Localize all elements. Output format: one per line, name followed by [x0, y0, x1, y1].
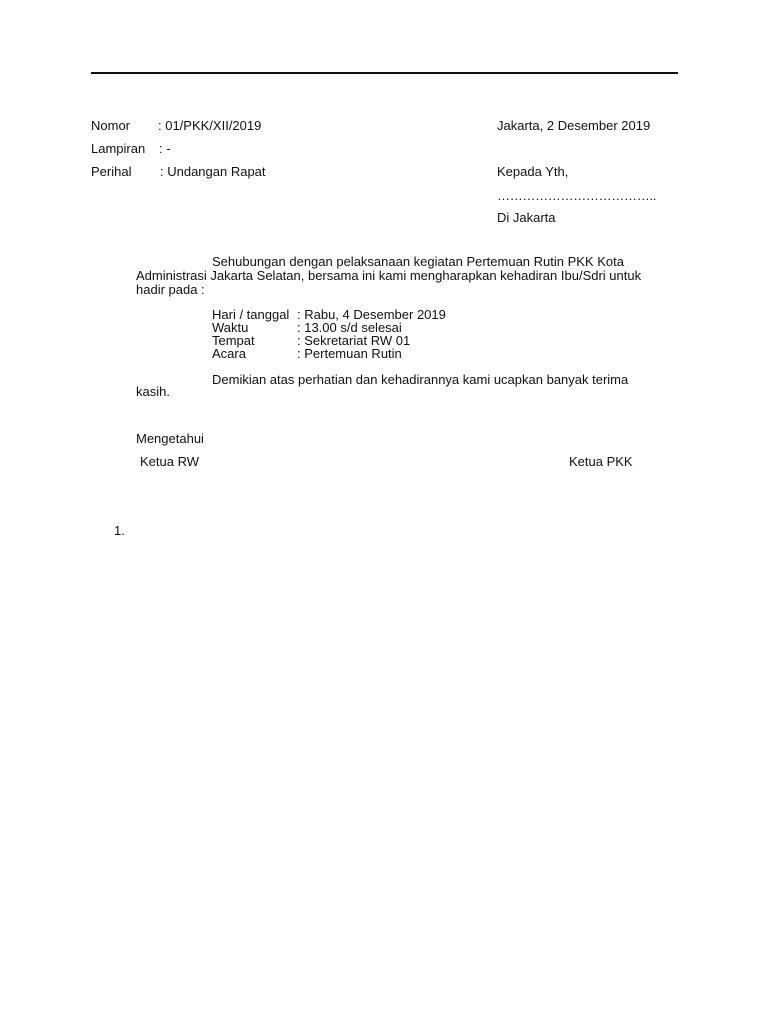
list-marker: 1.	[114, 523, 125, 538]
acknowledged-label: Mengetahui	[136, 431, 204, 446]
signature-left-title: Ketua RW	[140, 454, 200, 469]
header-rule	[91, 72, 678, 74]
paragraph-line-1: Sehubungan dengan pelaksanaan kegiatan Pertemuan Rutin PKK Kota	[212, 254, 624, 269]
closing-line-2: kasih.	[136, 384, 170, 399]
detail-value: : Sekretariat RW 01	[297, 333, 411, 348]
place-date: Jakarta, 2 Desember 2019	[497, 118, 651, 133]
paragraph-line-2: Administrasi Jakarta Selatan, bersama ini kami mengharapkan kehadiran Ibu/Sdri untuk	[136, 268, 642, 283]
recipient-greeting: Kepada Yth,	[497, 164, 569, 179]
recipient-location: Di Jakarta	[497, 210, 556, 225]
perihal-value: : Undangan Rapat	[160, 164, 266, 179]
perihal-label: Perihal	[91, 164, 132, 179]
lampiran-value: : -	[159, 141, 171, 156]
nomor-value: : 01/PKK/XII/2019	[158, 118, 262, 133]
detail-label: Acara	[212, 346, 246, 361]
lampiran-label: Lampiran	[91, 141, 146, 156]
detail-label: Hari / tanggal	[212, 307, 290, 322]
detail-value: : Rabu, 4 Desember 2019	[297, 307, 446, 322]
detail-value: : 13.00 s/d selesai	[297, 320, 402, 335]
detail-label: Tempat	[212, 333, 255, 348]
detail-value: : Pertemuan Rutin	[297, 346, 402, 361]
recipient-placeholder: ………………………………..	[497, 188, 657, 203]
paragraph-line-3: hadir pada :	[136, 282, 205, 297]
closing-line-1: Demikian atas perhatian dan kehadirannya kami ucapkan banyak terima	[212, 372, 629, 387]
signature-right-title: Ketua PKK	[569, 454, 633, 469]
detail-label: Waktu	[212, 320, 249, 335]
nomor-label: Nomor	[91, 118, 131, 133]
